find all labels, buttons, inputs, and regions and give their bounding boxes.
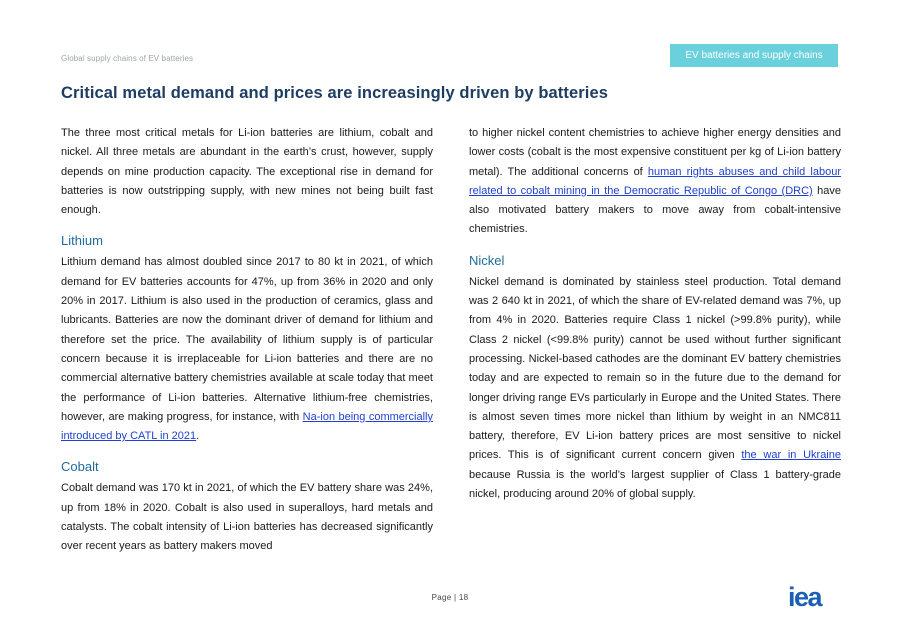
cobalt-heading: Cobalt <box>61 459 99 475</box>
nickel-heading: Nickel <box>469 252 505 268</box>
na-ion-catl-link[interactable]: Na-ion being commercially introduced by CATL in 2021 <box>61 410 434 443</box>
section-tag: EV batteries and supply chains <box>670 44 838 67</box>
cobalt-continued-text: to higher nickel content chemistries to achieve higher energy densities and lower costs (cobalt is the most expensive constituent per kg of Li-ion battery metal). The additional concerns of <box>469 127 841 178</box>
running-head: Global supply chains of EV batteries <box>61 54 194 63</box>
drc-cobalt-mining-link[interactable]: human rights abuses and child labour related to cobalt mining in the Democratic Republic of Congo (DRC) <box>469 165 841 197</box>
cobalt-continued-text-end: have also motivated battery makers to move away from cobalt-intensive chemistries. <box>469 184 841 236</box>
war-in-ukraine-link[interactable]: the war in Ukraine <box>741 449 841 462</box>
page-number: Page | 18 <box>431 593 469 602</box>
nickel-paragraph <box>469 273 841 505</box>
cobalt-continued-paragraph <box>469 124 841 240</box>
lithium-text: Lithium demand has almost doubled since 2017 to 80 kt in 2021, of which demand for EV batteries accounts for 47%, up from 36% in 2020 and only 20% in 2017. Lithium is also used in the production of ceramics, glass and lubricants. Batteries are now the dominant driver of demand for lithium and therefore set the price. The availability of lithium supply is of particular concern because it is irreplaceable for Li-ion batteries and there are no commercial alternative battery chemistries available at scale today that meet the performance of Li-ion batteries. Alternative lithium-free chemistries, however, are making progress, for instance, with <box>61 256 433 423</box>
lithium-text-end: . <box>196 430 200 443</box>
iea-logo-mark <box>788 584 842 610</box>
page-title: Critical metal demand and prices are increasingly driven by batteries <box>61 84 609 102</box>
left-column <box>61 124 433 570</box>
iea-logo-text: iea <box>788 584 822 610</box>
intro-paragraph: The three most critical metals for Li-ion batteries are lithium, cobalt and nickel. All three metals are abundant in the earth’s crust, however, supply depends on mine production capacity. The exceptional rise in demand for batteries is now outstripping supply, with new mines not being built fast enough. <box>61 127 433 217</box>
cobalt-paragraph: Cobalt demand was 170 kt in 2021, of which the EV battery share was 24%, up from 18% in 2020. Cobalt is also used in superalloys, hard metals and catalysts. The cobalt intensity of Li-ion batteries has decreased significantly over recent years as battery makers moved <box>61 482 433 553</box>
lithium-heading: Lithium <box>61 233 103 249</box>
nickel-text-end: because Russia is the world’s largest supplier of Class 1 battery-grade nickel, producing around 20% of global supply. <box>469 468 841 501</box>
lithium-paragraph <box>61 253 433 446</box>
right-column <box>469 124 841 517</box>
nickel-text: Nickel demand is dominated by stainless steel production. Total demand was 2 640 kt in 2021, of which the share of EV-related demand was 7%, up from 4% in 2020. Batteries require Class 1 nickel (>99.8% purity), while Class 2 nickel (<99.8% purity) cannot be used without further significant processing. Nickel-based cathodes are the dominant EV battery chemistries today and are expected to remain so in the future due to the demand for longer driving range EVs particularly in Europe and the United States. There is almost seven times more nickel than lithium by weight in an NMC811 battery, therefore, EV Li-ion battery prices are most sensitive to nickel prices. This is of significant current concern given <box>469 275 841 462</box>
iea-logo <box>788 584 842 615</box>
